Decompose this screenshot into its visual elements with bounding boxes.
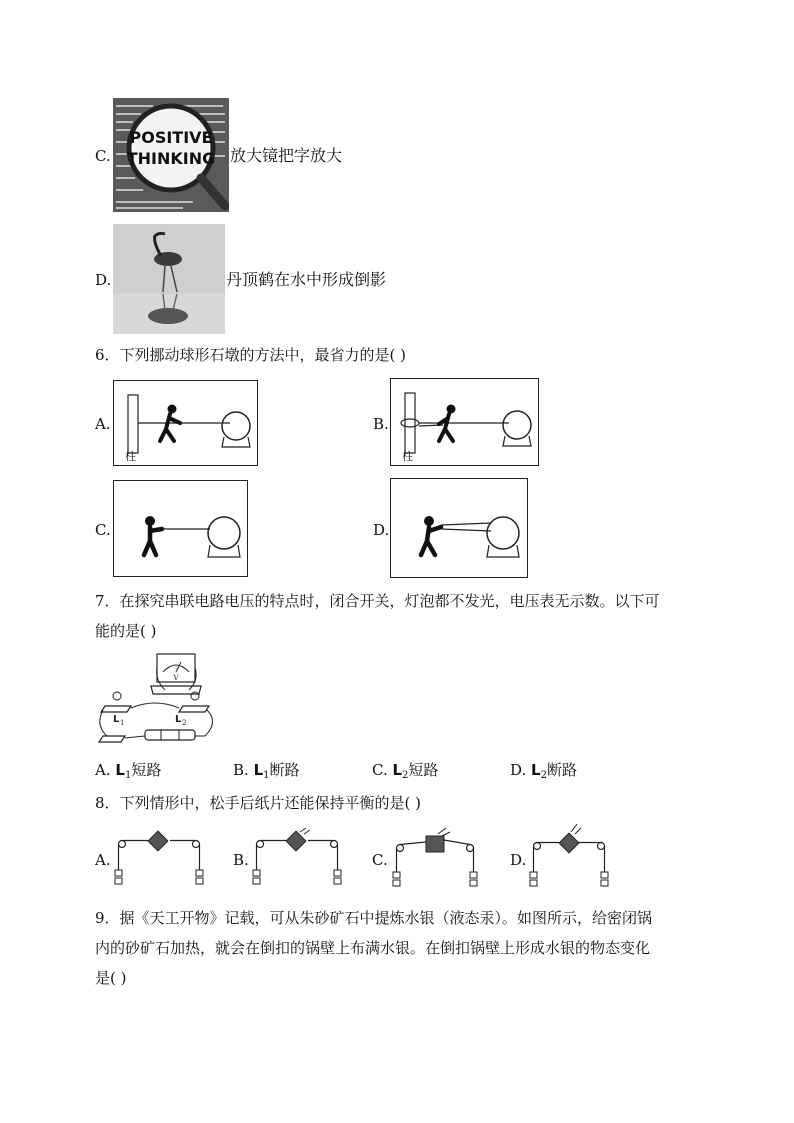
q6-option-c-figure <box>113 480 248 577</box>
q8-option-b-label: B. <box>233 851 249 869</box>
q8-option-d-figure <box>527 824 613 890</box>
magnifier-word-2: THINKING <box>126 149 216 168</box>
option-d-label: D. <box>95 271 112 289</box>
option-c-text: 放大镜把字放大 <box>230 146 343 165</box>
q8-option-a-figure <box>112 826 208 890</box>
q6-option-a-pillar-label: 柱 <box>125 450 136 463</box>
magnifier-word-1: POSITIVE <box>129 128 213 147</box>
crane-reflection-image <box>113 224 225 334</box>
q6-option-d-figure <box>390 478 528 578</box>
q8-option-c-figure <box>390 826 486 890</box>
q8-option-a-label: A. <box>95 851 111 869</box>
q7-option-c: C. $L_2$短路 <box>372 761 439 781</box>
q9-line-3: 是( ) <box>95 969 127 987</box>
q6-option-b-figure <box>390 378 539 466</box>
l2-subscript: 2 <box>182 719 187 727</box>
q6-option-d-label: D. <box>373 521 390 539</box>
magnifier-image <box>113 98 229 212</box>
q6-option-a-label: A. <box>95 415 111 433</box>
q7-stem-line-2: 能的是( ) <box>95 622 157 640</box>
q7-stem-line-1: 7．在探究串联电路电压的特点时，闭合开关，灯泡都不发光，电压表无示数。以下可 <box>95 592 660 610</box>
voltmeter-label: V <box>173 674 179 682</box>
q6-option-b-pillar-label: 柱 <box>402 450 413 463</box>
q6-option-a-figure <box>113 380 258 466</box>
l1-subscript: 1 <box>120 719 125 727</box>
l1-label: L <box>113 714 120 725</box>
q7-option-b: B. $L_1$断路 <box>233 761 300 781</box>
q6-stem: 6．下列挪动球形石墩的方法中，最省力的是( ) <box>95 346 407 364</box>
l2-label: L <box>175 714 182 725</box>
q8-option-b-figure <box>250 826 346 890</box>
q9-line-1: 9．据《天工开物》记载，可从朱砂矿石中提炼水银（液态汞）。如图所示，给密闭锅 <box>95 909 653 927</box>
q6-option-c-label: C. <box>95 521 111 539</box>
option-d-text: 丹顶鹤在水中形成倒影 <box>226 270 387 289</box>
q6-option-b-label: B. <box>373 415 389 433</box>
q7-option-d: D. $L_2$断路 <box>510 761 577 781</box>
q7-option-a: A. $L_1$短路 <box>95 761 162 781</box>
q8-stem: 8．下列情形中，松手后纸片还能保持平衡的是( ) <box>95 794 422 812</box>
option-c-label: C. <box>95 147 111 165</box>
q8-option-d-label: D. <box>510 851 527 869</box>
series-circuit-figure <box>95 650 225 750</box>
q9-line-2: 内的砂矿石加热，就会在倒扣的锅壁上布满水银。在倒扣锅壁上形成水银的物态变化 <box>95 939 651 957</box>
q8-option-c-label: C. <box>372 851 388 869</box>
